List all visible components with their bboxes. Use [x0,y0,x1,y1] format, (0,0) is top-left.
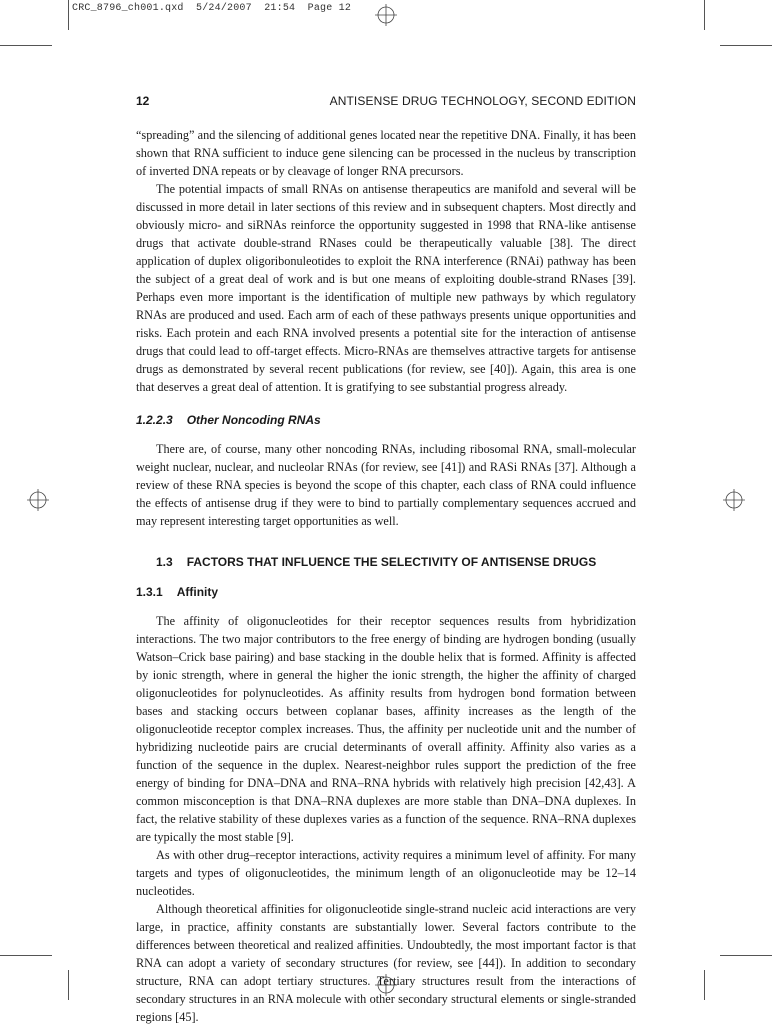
section-title: Affinity [176,585,219,599]
crop-mark-bottom-right-horizontal [720,955,772,956]
paragraph-small-rna-impacts: The potential impacts of small RNAs on antisense therapeutics are manifold and several will be discussed in more detail in later sections of this review and in subsequent chapters. Most directly and obviously micro- and siRNAs reinforce the opportunity suggested in 1998 that RNA-like antisense drugs that activate double-strand RNases could be therapeutically valuable [38]. The direct application of duplex oligoribonuleotides to exploit the RNA interference (RNAi) pathway has been the subject of a great deal of work and is but one means of exploiting double-strand RNases [39]. Perhaps even more important is the identification of multiple new pathways by which regulatory RNAs are produced and used. Each arm of each of these pathways presents unique opportunities and risks. Each protein and each RNA involved presents a potential site for the interaction of antisense drugs that could lead to off-target effects. Micro-RNAs are themselves attractive targets for antisense drugs as demonstrated by several recent publications (for review, see [40]). Again, this area is one that deserves a great deal of attention. It is gratifying to see substantial progress already. [136,182,636,394]
section-number: 1.3 [156,555,173,569]
printer-slug-line: CRC_8796_ch001.qxd 5/24/2007 21:54 Page 12 [72,3,352,14]
registration-mark-left-icon [27,489,49,511]
crop-mark-bottom-right-vertical [704,970,705,1000]
crop-mark-top-right-horizontal [720,45,772,46]
crop-mark-top-left-horizontal [0,45,52,46]
page-number: 12 [136,94,150,108]
registration-mark-top-icon [375,4,397,26]
section-heading-1-3-1 [136,584,636,600]
section-heading-1-3 [156,554,636,570]
section-title: FACTORS THAT INFLUENCE THE SELECTIVITY OF ANTISENSE DRUGS [186,555,597,569]
paragraph-noncoding-rnas: There are, of course, many other noncoding RNAs, including ribosomal RNA, small-molecular weight nuclear, nuclear, and nucleolar RNAs (for review, see [41]) and RASi RNAs [37]. Although a review of these RNA species is beyond the scope of this chapter, each class of RNA could influence the effects of antisense drug if they were to bind to partially complementary sequences accrued and may represent interesting target opportunities as well. [136,442,636,528]
paragraph-theoretical-affinities: Although theoretical affinities for oligonucleotide single-strand nucleic acid interactions are very large, in practice, affinity constants are substantially lower. Several factors contribute to the differences between theoretical and realized affinities. Undoubtedly, the most important factor is that RNA can adopt a variety of secondary structures (for review, see [44]). In addition to secondary structure, RNA can adopt tertiary structures. Tertiary structures result from the interactions of secondary structures in an RNA molecule with other secondary structural elements or single-stranded regions [45]. [136,902,636,1024]
crop-mark-bottom-left-horizontal [0,955,52,956]
registration-mark-right-icon [723,489,745,511]
paragraph-continued: “spreading” and the silencing of additional genes located near the repetitive DNA. Finally, it has been shown that RNA sufficient to induce gene silencing can be processed in the nucleus by transcription of inverted DNA repeats or by cleavage of longer RNA precursors. [136,128,636,178]
crop-mark-bottom-left-vertical [68,970,69,1000]
section-number: 1.3.1 [136,585,163,599]
section-number: 1.2.2.3 [136,413,173,427]
section-heading-1-2-2-3 [136,412,636,428]
crop-mark-top-right-vertical [704,0,705,30]
section-title: Other Noncoding RNAs [186,413,321,427]
page-body [136,126,636,1026]
running-head [136,94,636,110]
paragraph-affinity: The affinity of oligonucleotides for their receptor sequences results from hybridization interactions. The two major contributors to the free energy of binding are hydrogen bonding (usually Watson–Crick base pairing) and base stacking in the double helix that is formed. Affinity is affected by ionic strength, where in general the higher the ionic strength, the higher the affinity of charged oligonucleotides for polynucleotides. As affinity results from hydrogen bond formation between bases and stacking occurs between coplanar bases, affinity increases as the length of the oligonucleotide receptor complex increases. Thus, the affinity per nucleotide unit and the number of hybridizing nucleotide pairs are crucial determinants of overall affinity. Affinity also varies as a function of the sequence in the duplex. Nearest-neighbor rules support the prediction of the free energy of binding for DNA–DNA and RNA–RNA hybrids with relatively high precision [42,43]. A common misconception is that DNA–RNA duplexes are more stable than DNA–DNA duplexes. In fact, the relative stability of these duplexes varies as a function of the sequence. RNA–RNA duplexes are typically the most stable [9]. [136,614,636,844]
paragraph-minimum-affinity: As with other drug–receptor interactions, activity requires a minimum level of affinity. For many targets and types of oligonucleotides, the minimum length of an oligonucleotide may be 12–14 nucleotides. [136,848,636,898]
crop-mark-top-left-vertical [68,0,69,30]
book-title: ANTISENSE DRUG TECHNOLOGY, SECOND EDITION [329,94,636,108]
